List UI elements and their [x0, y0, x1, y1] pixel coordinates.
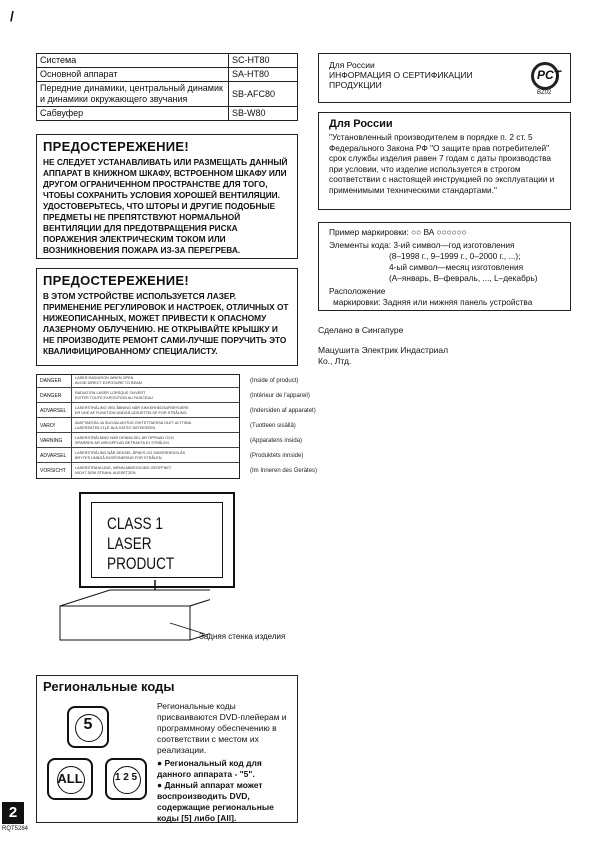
warning-row: ADVARSEL LASERSTRÅLING VED ÅBNING NÅR SIKKERHEDSAFBRYDERE ER UDE AF FUNKTION UNDGÅ UDSÆTTELSE FOR STRÅLING: [37, 405, 239, 418]
region-5-icon: 5: [67, 706, 109, 748]
manufacturer: [318, 345, 448, 367]
location-label: Расположение: [329, 286, 386, 296]
code-line: (А–январь, В–февраль, ..., L–декабрь): [389, 273, 538, 283]
gost-logo-icon: PCT: [531, 62, 559, 90]
russia-text: "Установленный производителем в порядке п. 2 ст. 5 Федерального Закона РФ "О защите прав потребителей" срок службы изделия равен 7 годам с даты производства при условии, что изделие используется в строгом соответствии с настоящей инструкцией по эксплуатации и применимыми техническими стандартами.": [329, 132, 555, 195]
class1-laser-label: [79, 492, 235, 588]
cert-line: ИНФОРМАЦИЯ О СЕРТИФИКАЦИИ: [329, 70, 473, 80]
manufacturer-line: Ко., Лтд.: [318, 356, 352, 366]
table-row: [37, 82, 298, 107]
certification-box: [318, 53, 571, 103]
warning-row: DANGER LASER RADIATION WHEN OPEN AVOID DIRECT EXPOSURE TO BEAM: [37, 375, 239, 388]
cert-text: [329, 60, 473, 90]
region-multi-icon: 1 2 5: [105, 758, 147, 800]
cert-line: ПРОДУКЦИИ: [329, 80, 382, 90]
model-table: [36, 53, 298, 121]
location-value: маркировки: Задняя или нижняя панель устройства: [333, 297, 533, 307]
model-name: Система: [37, 54, 229, 68]
caution-laser: [36, 268, 298, 366]
marking-example: Пример маркировки: ○○ ВА ○○○○○○: [329, 227, 467, 237]
region-codes-section: [36, 675, 298, 823]
warning-row: VORSICHT LASERSTRAHLUNG, WENN ABDECKUNG GEÖFFNET NICHT DEM STRAHL AUSSETZEN: [40, 466, 172, 475]
warning-location: (Inside of product): [250, 378, 299, 384]
region-description: [157, 701, 297, 824]
table-row: [37, 68, 298, 82]
caution-title: ПРЕДОСТЕРЕЖЕНИЕ!: [43, 139, 190, 154]
code-line: 4-ый символ—месяц изготовления: [389, 262, 524, 272]
marking-box: [318, 222, 571, 311]
region-all-icon: ALL: [47, 758, 93, 800]
model-number: SB-AFC80: [229, 82, 298, 107]
caution-title: ПРЕДОСТЕРЕЖЕНИЕ!: [43, 273, 190, 288]
model-name: Передние динамики, центральный динамик и динамики окружающего звучания: [37, 82, 229, 107]
cert-line: Для России: [329, 60, 375, 70]
table-row: [37, 54, 298, 68]
margin-mark: /: [10, 8, 14, 24]
caution-text: В ЭТОМ УСТРОЙСТВЕ ИСПОЛЬЗУЕТСЯ ЛАЗЕР. ПРИМЕНЕНИЕ РЕГУЛИРОВОК И НАСТРОЕК, ОТЛИЧНЫХ ОТ НИЖЕОПИСАННЫХ, МОЖЕТ ПРИВЕСТИ К ОПАСНОМУ ЛАЗЕРНОМУ ОБЛУЧЕНИЮ. НЕ ОТКРЫВАЙТЕ КРЫШКУ И НЕ ПРОИЗВОДИТЕ РЕМОНТ САМИ-ЛУЧШЕ ПОРУЧИТЬ ЭТО КВАЛИФИЦИРОВАННОМУ СПЕЦИАЛИСТУ.: [43, 291, 289, 356]
warning-location: (Intérieur de l'appareil): [250, 393, 310, 399]
rear-panel-caption: Задняя стенка изделия: [199, 632, 286, 641]
codes-label: Элементы кода: 3-ий символ—год изготовления: [329, 240, 515, 250]
warning-row: VARO! AVATTAESSA JA SUOJALUKITUS OHITETTAESSA OLET ALTTIINA LASERSÄTEILYLLE ÄLÄ KATSO SÄTEESEEN: [37, 420, 239, 433]
caution-ventilation: [36, 134, 298, 259]
warning-location: (Apparatens insida): [250, 438, 303, 444]
russia-title: Для России: [329, 118, 393, 130]
model-name: Сабвуфер: [37, 107, 229, 121]
warning-location: (Tuotteen sisällä): [250, 423, 296, 429]
model-number: SC-HT80: [229, 54, 298, 68]
region-title: Региональные коды: [43, 679, 175, 694]
model-number: SA-HT80: [229, 68, 298, 82]
russia-service-life-box: [318, 112, 571, 210]
page-number: 2: [2, 802, 24, 824]
manufacturer-line: Мацушита Электрик Индастриал: [318, 345, 449, 355]
made-in: Сделано в Сингапуре: [318, 325, 404, 335]
warning-location: (Produktets innside): [250, 453, 304, 459]
model-name: Основной аппарат: [37, 68, 229, 82]
laser-product: LASER PRODUCT: [107, 534, 175, 573]
region-bullet: ● Данный аппарат может воспроизводить DVD, содержащие региональные коды [5] либо [All].: [157, 780, 274, 823]
warning-location: (Im Inneren des Gerätes): [250, 468, 318, 474]
code-line: (8–1998 г., 9–1999 г., 0–2000 г., ...);: [389, 251, 521, 261]
region-bullet: ● Региональный код для данного аппарата - "5".: [157, 758, 262, 779]
warning-row: VARNING LASERSTRÅLNING NÄR DENNA DEL ÄR ÖPPNAD OCH SPÄRREN ÄR URKOPPLAD BETRAKTA EJ STRÅLEN: [37, 435, 239, 448]
warning-row: DANGER RADIATION LASER LORSQUE OUVERT EVITER TOUTE EXPOSITION AU FAISCEAU: [37, 390, 239, 403]
warning-row: ADVARSEL LASERSTRÅLING NÅR DEKSEL ÅPNES OG SIKKERHEDSLÅS BRYTES UNNGÅ EKSPONERING FOR STRÅLEN: [37, 450, 239, 463]
gost-code: ВZ02: [537, 90, 552, 96]
region-intro: Региональные коды присваиваются DVD-плейерам и программному обеспечению в соответствии с местом их реализации.: [157, 701, 287, 755]
caution-text: НЕ СЛЕДУЕТ УСТАНАВЛИВАТЬ ИЛИ РАЗМЕЩАТЬ ДАННЫЙ АППАРАТ В КНИЖНОМ ШКАФУ, ВСТРОЕННОМ ШКАФУ ИЛИ ДРУГОМ ОГРАНИЧЕННОМ ПРОСТРАНСТВЕ ДЛЯ ТОГО, ЧТОБЫ СОХРАНИТЬ УСЛОВИЯ ХОРОШЕЙ ВЕНТИЛЯЦИИ. УДОСТОВЕРЬТЕСЬ, ЧТО ШТОРЫ И ДРУГИЕ ПОДОБНЫЕ ПРЕДМЕТЫ НЕ ПРЕПЯТСТВУЮТ НОРМАЛЬНОЙ ВЕНТИЛЯЦИИ ДЛЯ ПРЕДОТВРАЩЕНИЯ РИСКА ПОРАЖЕНИЯ ЭЛЕКТРИЧЕСКИМ ТОКОМ ИЛИ ВОЗНИКНОВЕНИЯ ПОЖАРА ИЗ-ЗА ПЕРЕГРЕВА.: [43, 157, 288, 255]
table-row: [37, 107, 298, 121]
document-code: RQT5284: [2, 826, 29, 832]
model-number: SB-W80: [229, 107, 298, 121]
laser-class: CLASS 1: [107, 514, 163, 533]
warning-location: (Indersiden af apparatet): [250, 408, 316, 414]
product-rear-illustration: [50, 578, 210, 648]
laser-warning-labels: [36, 374, 240, 479]
